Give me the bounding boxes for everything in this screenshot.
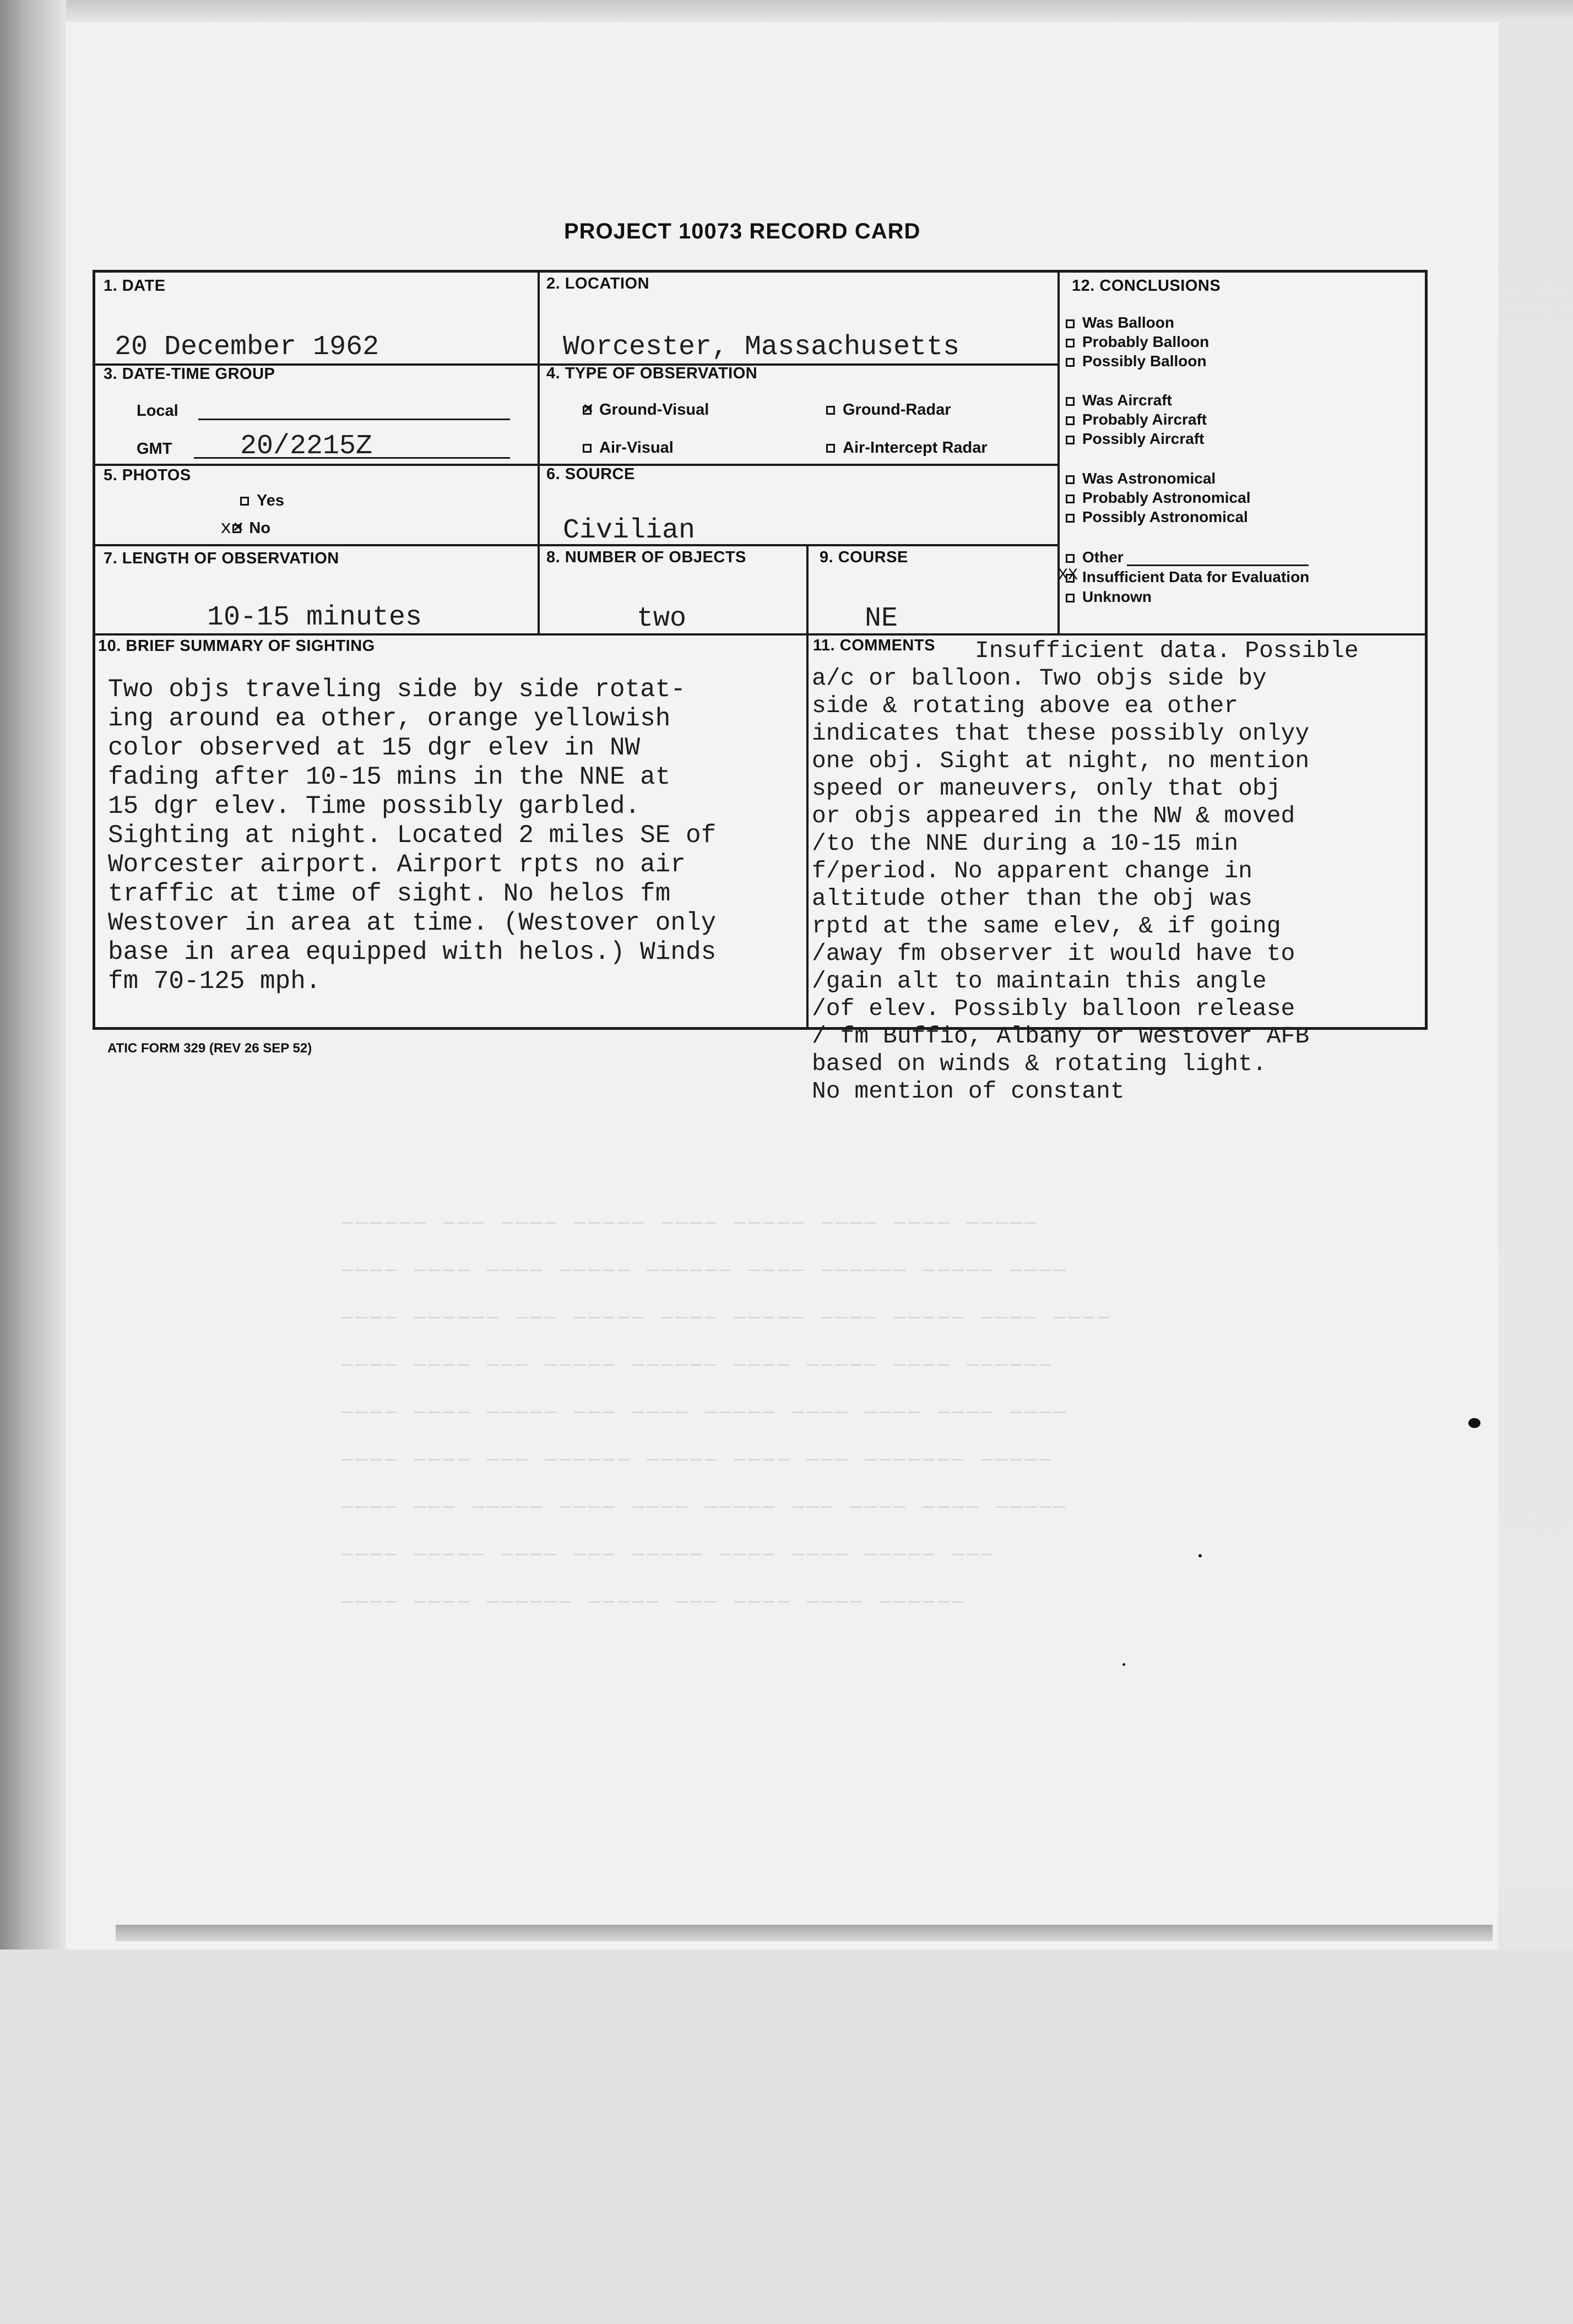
text-line: one obj. Sight at night, no mention xyxy=(812,747,1310,774)
air-visual-checkbox[interactable] xyxy=(583,444,592,453)
source-value: Civilian xyxy=(563,515,696,546)
air-intercept-radar-checkbox[interactable] xyxy=(826,444,835,453)
sheet-shadow xyxy=(116,1925,1493,1941)
date-time-group-label: 3. DATE-TIME GROUP xyxy=(104,365,275,383)
conclusion-checkbox[interactable] xyxy=(1066,594,1075,602)
text-line: /away fm observer it would have to xyxy=(812,940,1295,967)
divider xyxy=(538,272,540,635)
conclusion-checkbox[interactable] xyxy=(1066,339,1075,347)
ground-visual-option xyxy=(583,401,709,419)
text-line: No mention of constant xyxy=(812,1078,1125,1105)
text-line: 15 dgr elev. Time possibly garbled. xyxy=(108,792,641,821)
length-label: 7. LENGTH OF OBSERVATION xyxy=(104,550,339,567)
conclusion-checkbox[interactable] xyxy=(1066,416,1075,425)
conclusion-option xyxy=(1066,392,1172,409)
course-label: 9. COURSE xyxy=(820,549,908,566)
dust-speck xyxy=(1468,1418,1480,1428)
text-line: Sighting at night. Located 2 miles SE of xyxy=(108,821,717,850)
other-underline xyxy=(1127,564,1309,566)
number-value: two xyxy=(637,603,687,634)
text-line: /of elev. Possibly balloon release xyxy=(812,995,1295,1022)
text-line: rptd at the same elev, & if going xyxy=(812,913,1281,940)
bleed-through-texture: ────── ─── ──── ───── ──── ───── ──── ──── ───── ──── ──── ──── ───── ────── ──── ────── ───── ──── ──── ────── ─── ───── ──── ───── ──── ───── ──── ──── ──── ──── ─── ───── ────── ──── ───── ──── ────── ──── ──── ───── ─── ──── ───── ──── ──── ──── ──── ──── ──── ─── ────── ───── ──── ─── ─────── ───── ──── ─── ───── ──── ──── ───── ─── ──── ──── ───── ──── ───── ──── ─── ───── ──── ──── ───── ─── ──── ──── ────── ───── ─── ──── ──── ────── xyxy=(341,1214,1113,1614)
film-edge-top xyxy=(0,0,1573,22)
text-line: side & rotating above ea other xyxy=(812,692,1239,719)
text-line: / fm Buffio, Albany or Westover AFB xyxy=(812,1023,1310,1050)
text-line: Westover in area at time. (Westover only xyxy=(108,909,717,937)
photos-no-mark: x xyxy=(220,518,232,539)
card-title: PROJECT 10073 RECORD CARD xyxy=(564,219,921,243)
divider xyxy=(806,545,809,1029)
conclusion-text: Was Aircraft xyxy=(1082,392,1172,409)
comments-label: 11. COMMENTS xyxy=(813,637,935,654)
conclusion-option xyxy=(1066,508,1248,526)
conclusion-text: Possibly Balloon xyxy=(1082,352,1207,370)
photos-no-text: No xyxy=(249,519,271,537)
text-line: base in area equipped with helos.) Winds xyxy=(108,938,717,966)
summary-text xyxy=(108,675,716,996)
conclusion-text: Unknown xyxy=(1082,588,1152,605)
summary-label: 10. BRIEF SUMMARY OF SIGHTING xyxy=(98,637,375,655)
comments-text xyxy=(812,637,1359,1105)
air-intercept-radar-option xyxy=(826,439,988,457)
conclusion-text: Probably Balloon xyxy=(1082,333,1209,350)
source-label: 6. SOURCE xyxy=(546,465,635,483)
text-line: a/c or balloon. Two objs side by xyxy=(812,665,1267,692)
text-line: or objs appeared in the NW & moved xyxy=(812,802,1295,829)
conclusions-label: 12. CONCLUSIONS xyxy=(1072,277,1221,295)
local-label: Local xyxy=(137,402,178,420)
conclusion-checkbox[interactable] xyxy=(1066,397,1075,406)
location-label: 2. LOCATION xyxy=(546,275,650,292)
conclusion-checkbox[interactable] xyxy=(1066,319,1075,328)
form-number: ATIC FORM 329 (REV 26 SEP 52) xyxy=(107,1041,312,1056)
text-line: altitude other than the obj was xyxy=(812,885,1252,912)
date-value: 20 December 1962 xyxy=(115,332,379,363)
air-visual-text: Air-Visual xyxy=(599,439,674,457)
gmt-label: GMT xyxy=(137,440,172,458)
conclusion-text: Other xyxy=(1082,549,1124,566)
text-line: Insufficient data. Possible xyxy=(975,637,1359,664)
photos-no-option xyxy=(220,518,270,539)
date-label: 1. DATE xyxy=(104,277,166,295)
conclusion-option xyxy=(1066,470,1216,487)
conclusion-option xyxy=(1066,588,1152,606)
conclusion-option xyxy=(1058,566,1310,586)
conclusion-text: Was Balloon xyxy=(1082,314,1174,331)
conclusion-option xyxy=(1066,314,1174,332)
conclusion-text: Probably Aircraft xyxy=(1082,411,1207,428)
length-value: 10-15 minutes xyxy=(207,602,422,633)
insufficient-mark: XX xyxy=(1058,566,1078,585)
conclusion-option xyxy=(1066,352,1207,370)
air-intercept-radar-text: Air-Intercept Radar xyxy=(843,439,988,457)
text-line: ing around ea other, orange yellowish xyxy=(108,704,671,733)
conclusion-option xyxy=(1066,549,1309,566)
conclusion-text: Possibly Astronomical xyxy=(1082,508,1248,525)
local-line xyxy=(198,419,510,420)
photos-label: 5. PHOTOS xyxy=(104,466,191,484)
ground-radar-text: Ground-Radar xyxy=(843,401,951,419)
text-line: fading after 10-15 mins in the NNE at xyxy=(108,763,671,791)
text-line: /to the NNE during a 10-15 min xyxy=(812,830,1239,857)
photos-yes-text: Yes xyxy=(257,492,284,509)
photos-no-checkbox[interactable] xyxy=(232,524,241,533)
course-value: NE xyxy=(865,603,898,634)
conclusion-checkbox[interactable] xyxy=(1066,495,1075,503)
conclusion-checkbox[interactable] xyxy=(1066,475,1075,484)
text-line: fm 70-125 mph. xyxy=(108,967,321,996)
ground-visual-checkbox[interactable] xyxy=(583,406,592,415)
text-line: speed or maneuvers, only that obj xyxy=(812,775,1281,802)
location-value: Worcester, Massachusetts xyxy=(563,332,960,363)
conclusion-text: Probably Astronomical xyxy=(1082,489,1251,506)
dust-speck xyxy=(1122,1663,1125,1666)
conclusion-checkbox[interactable] xyxy=(1066,436,1075,444)
ground-radar-option xyxy=(826,401,951,419)
ground-visual-text: Ground-Visual xyxy=(599,401,709,419)
conclusion-checkbox[interactable] xyxy=(1066,358,1075,367)
text-line: indicates that these possibly onlyy xyxy=(812,720,1310,747)
conclusion-text: Was Astronomical xyxy=(1082,470,1216,487)
photos-yes-checkbox[interactable] xyxy=(240,497,249,506)
conclusion-text: Possibly Aircraft xyxy=(1082,430,1205,447)
conclusion-option xyxy=(1066,489,1250,507)
conclusion-option xyxy=(1066,333,1209,351)
conclusion-option xyxy=(1066,430,1204,448)
gmt-value: 20/2215Z xyxy=(240,431,373,462)
photos-yes-option xyxy=(240,492,284,510)
text-line: /gain alt to maintain this angle xyxy=(812,968,1267,995)
text-line: Worcester airport. Airport rpts no air xyxy=(108,850,686,879)
conclusion-text: Insufficient Data for Evaluation xyxy=(1082,568,1310,585)
conclusion-checkbox[interactable] xyxy=(1066,514,1075,523)
conclusion-checkbox[interactable] xyxy=(1066,554,1075,563)
ground-radar-checkbox[interactable] xyxy=(826,406,835,415)
number-label: 8. NUMBER OF OBJECTS xyxy=(546,549,746,566)
conclusion-option xyxy=(1066,411,1207,428)
text-line: Two objs traveling side by side rotat- xyxy=(108,675,686,704)
film-edge-left xyxy=(0,0,66,1961)
air-visual-option xyxy=(583,439,674,457)
text-line: color observed at 15 dgr elev in NW xyxy=(108,734,641,762)
divider xyxy=(94,633,1426,636)
lower-backdrop xyxy=(0,1950,1573,2324)
dust-speck xyxy=(1198,1554,1202,1557)
type-of-observation-label: 4. TYPE OF OBSERVATION xyxy=(546,365,758,382)
text-line: based on winds & rotating light. xyxy=(812,1050,1267,1077)
text-line: traffic at time of sight. No helos fm xyxy=(108,879,671,908)
text-line: f/period. No apparent change in xyxy=(812,857,1252,884)
